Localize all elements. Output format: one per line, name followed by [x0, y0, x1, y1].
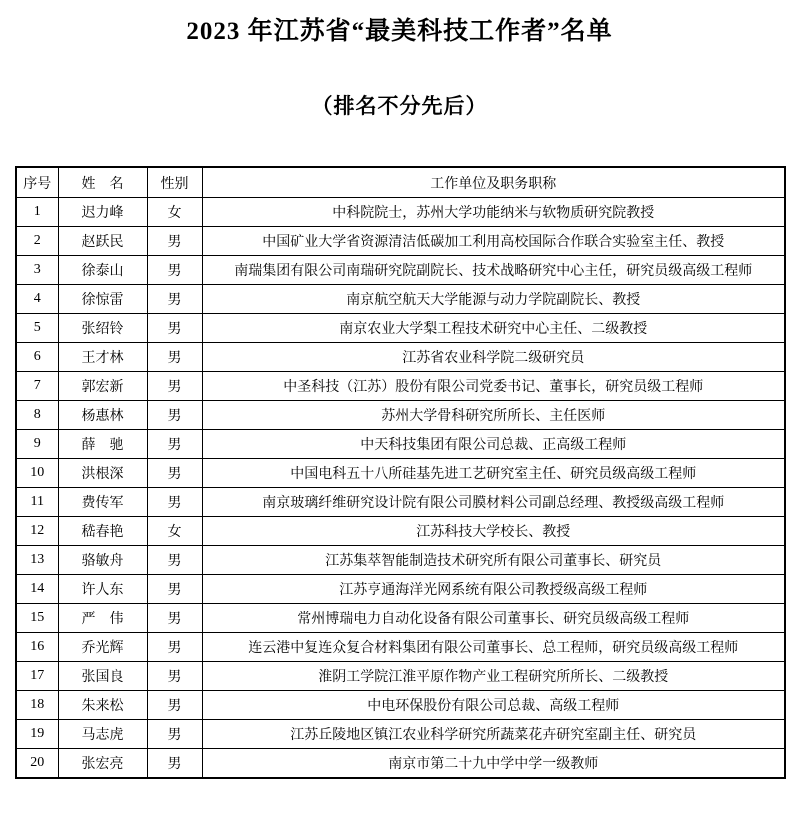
- row-position-cell: 中圣科技（江苏）股份有限公司党委书记、董事长，研究员级工程师: [202, 372, 785, 401]
- row-number-cell: 4: [16, 285, 58, 314]
- row-number-cell: 1: [16, 198, 58, 227]
- row-number-cell: 7: [16, 372, 58, 401]
- row-name-cell: 费传军: [58, 488, 147, 517]
- row-name-cell: 嵇春艳: [58, 517, 147, 546]
- row-gender-cell: 男: [147, 575, 202, 604]
- row-number-cell: 12: [16, 517, 58, 546]
- row-name-cell: 张绍铃: [58, 314, 147, 343]
- row-position-cell: 南瑞集团有限公司南瑞研究院副院长、技术战略研究中心主任，研究员级高级工程师: [202, 256, 785, 285]
- row-gender-cell: 男: [147, 720, 202, 749]
- table-row: [16, 662, 785, 691]
- row-number-cell: 17: [16, 662, 58, 691]
- row-name-cell: 严 伟: [58, 604, 147, 633]
- row-position-cell: 连云港中复连众复合材料集团有限公司董事长、总工程师，研究员级高级工程师: [202, 633, 785, 662]
- row-gender-cell: 男: [147, 488, 202, 517]
- header-row: [16, 167, 785, 198]
- row-number-cell: 11: [16, 488, 58, 517]
- row-name-cell: 郭宏新: [58, 372, 147, 401]
- row-gender-cell: 男: [147, 691, 202, 720]
- row-number-cell: 20: [16, 749, 58, 779]
- row-gender-cell: 男: [147, 459, 202, 488]
- row-name-cell: 徐泰山: [58, 256, 147, 285]
- row-number-cell: 2: [16, 227, 58, 256]
- row-name-cell: 迟力峰: [58, 198, 147, 227]
- row-gender-cell: 男: [147, 343, 202, 372]
- row-number-cell: 6: [16, 343, 58, 372]
- table-row: [16, 372, 785, 401]
- table-row: [16, 546, 785, 575]
- row-number-cell: 5: [16, 314, 58, 343]
- row-gender-cell: 男: [147, 256, 202, 285]
- row-position-cell: 南京玻璃纤维研究设计院有限公司膜材料公司副总经理、教授级高级工程师: [202, 488, 785, 517]
- row-number-cell: 8: [16, 401, 58, 430]
- row-name-cell: 张国良: [58, 662, 147, 691]
- row-name-cell: 许人东: [58, 575, 147, 604]
- table-row: [16, 633, 785, 662]
- table-row: [16, 720, 785, 749]
- table-row: [16, 459, 785, 488]
- row-position-cell: 中科院院士，苏州大学功能纳米与软物质研究院教授: [202, 198, 785, 227]
- row-name-cell: 张宏亮: [58, 749, 147, 779]
- row-position-cell: 淮阴工学院江淮平原作物产业工程研究所所长、二级教授: [202, 662, 785, 691]
- col-header-gender: 性别: [147, 167, 202, 198]
- row-position-cell: 中国电科五十八所硅基先进工艺研究室主任、研究员级高级工程师: [202, 459, 785, 488]
- table-row: [16, 401, 785, 430]
- col-header-no: 序号: [16, 167, 58, 198]
- row-number-cell: 15: [16, 604, 58, 633]
- row-number-cell: 18: [16, 691, 58, 720]
- table-row: [16, 749, 785, 779]
- table-row: [16, 227, 785, 256]
- table-row: [16, 314, 785, 343]
- row-position-cell: 江苏丘陵地区镇江农业科学研究所蔬菜花卉研究室副主任、研究员: [202, 720, 785, 749]
- table-row: [16, 256, 785, 285]
- row-name-cell: 王才林: [58, 343, 147, 372]
- col-header-position: 工作单位及职务职称: [202, 167, 785, 198]
- table-body: [16, 198, 785, 779]
- row-gender-cell: 男: [147, 662, 202, 691]
- row-gender-cell: 男: [147, 285, 202, 314]
- row-gender-cell: 男: [147, 314, 202, 343]
- row-position-cell: 常州博瑞电力自动化设备有限公司董事长、研究员级高级工程师: [202, 604, 785, 633]
- row-position-cell: 江苏省农业科学院二级研究员: [202, 343, 785, 372]
- row-position-cell: 中电环保股份有限公司总裁、高级工程师: [202, 691, 785, 720]
- page-title: 2023 年江苏省“最美科技工作者”名单: [186, 18, 613, 45]
- row-gender-cell: 女: [147, 198, 202, 227]
- row-position-cell: 江苏集萃智能制造技术研究所有限公司董事长、研究员: [202, 546, 785, 575]
- row-position-cell: 中国矿业大学省资源清洁低碳加工利用高校国际合作联合实验室主任、教授: [202, 227, 785, 256]
- row-position-cell: 苏州大学骨科研究所所长、主任医师: [202, 401, 785, 430]
- table-row: [16, 430, 785, 459]
- row-position-cell: 南京农业大学梨工程技术研究中心主任、二级教授: [202, 314, 785, 343]
- awardees-table: [15, 166, 786, 779]
- row-number-cell: 10: [16, 459, 58, 488]
- table-row: [16, 285, 785, 314]
- table-row: [16, 488, 785, 517]
- row-number-cell: 14: [16, 575, 58, 604]
- row-position-cell: 江苏科技大学校长、教授: [202, 517, 785, 546]
- table-row: [16, 575, 785, 604]
- row-gender-cell: 男: [147, 227, 202, 256]
- row-number-cell: 13: [16, 546, 58, 575]
- row-position-cell: 南京航空航天大学能源与动力学院副院长、教授: [202, 285, 785, 314]
- table-row: [16, 691, 785, 720]
- row-name-cell: 洪根深: [58, 459, 147, 488]
- table-header: [16, 167, 785, 198]
- row-gender-cell: 女: [147, 517, 202, 546]
- table-row: [16, 198, 785, 227]
- row-name-cell: 杨惠林: [58, 401, 147, 430]
- table-row: [16, 343, 785, 372]
- row-name-cell: 朱来松: [58, 691, 147, 720]
- table-row: [16, 604, 785, 633]
- row-name-cell: 薛 驰: [58, 430, 147, 459]
- table-row: [16, 517, 785, 546]
- col-header-name: 姓 名: [58, 167, 147, 198]
- row-position-cell: 江苏亨通海洋光网系统有限公司教授级高级工程师: [202, 575, 785, 604]
- row-name-cell: 骆敏舟: [58, 546, 147, 575]
- row-gender-cell: 男: [147, 372, 202, 401]
- row-number-cell: 16: [16, 633, 58, 662]
- row-gender-cell: 男: [147, 633, 202, 662]
- row-name-cell: 乔光辉: [58, 633, 147, 662]
- row-position-cell: 南京市第二十九中学中学一级教师: [202, 749, 785, 779]
- row-number-cell: 9: [16, 430, 58, 459]
- row-gender-cell: 男: [147, 430, 202, 459]
- row-gender-cell: 男: [147, 546, 202, 575]
- row-name-cell: 赵跃民: [58, 227, 147, 256]
- row-name-cell: 马志虎: [58, 720, 147, 749]
- row-number-cell: 19: [16, 720, 58, 749]
- row-gender-cell: 男: [147, 401, 202, 430]
- row-gender-cell: 男: [147, 749, 202, 779]
- row-name-cell: 徐惊雷: [58, 285, 147, 314]
- row-number-cell: 3: [16, 256, 58, 285]
- row-position-cell: 中天科技集团有限公司总裁、正高级工程师: [202, 430, 785, 459]
- page-subtitle: （排名不分先后）: [311, 94, 488, 119]
- row-gender-cell: 男: [147, 604, 202, 633]
